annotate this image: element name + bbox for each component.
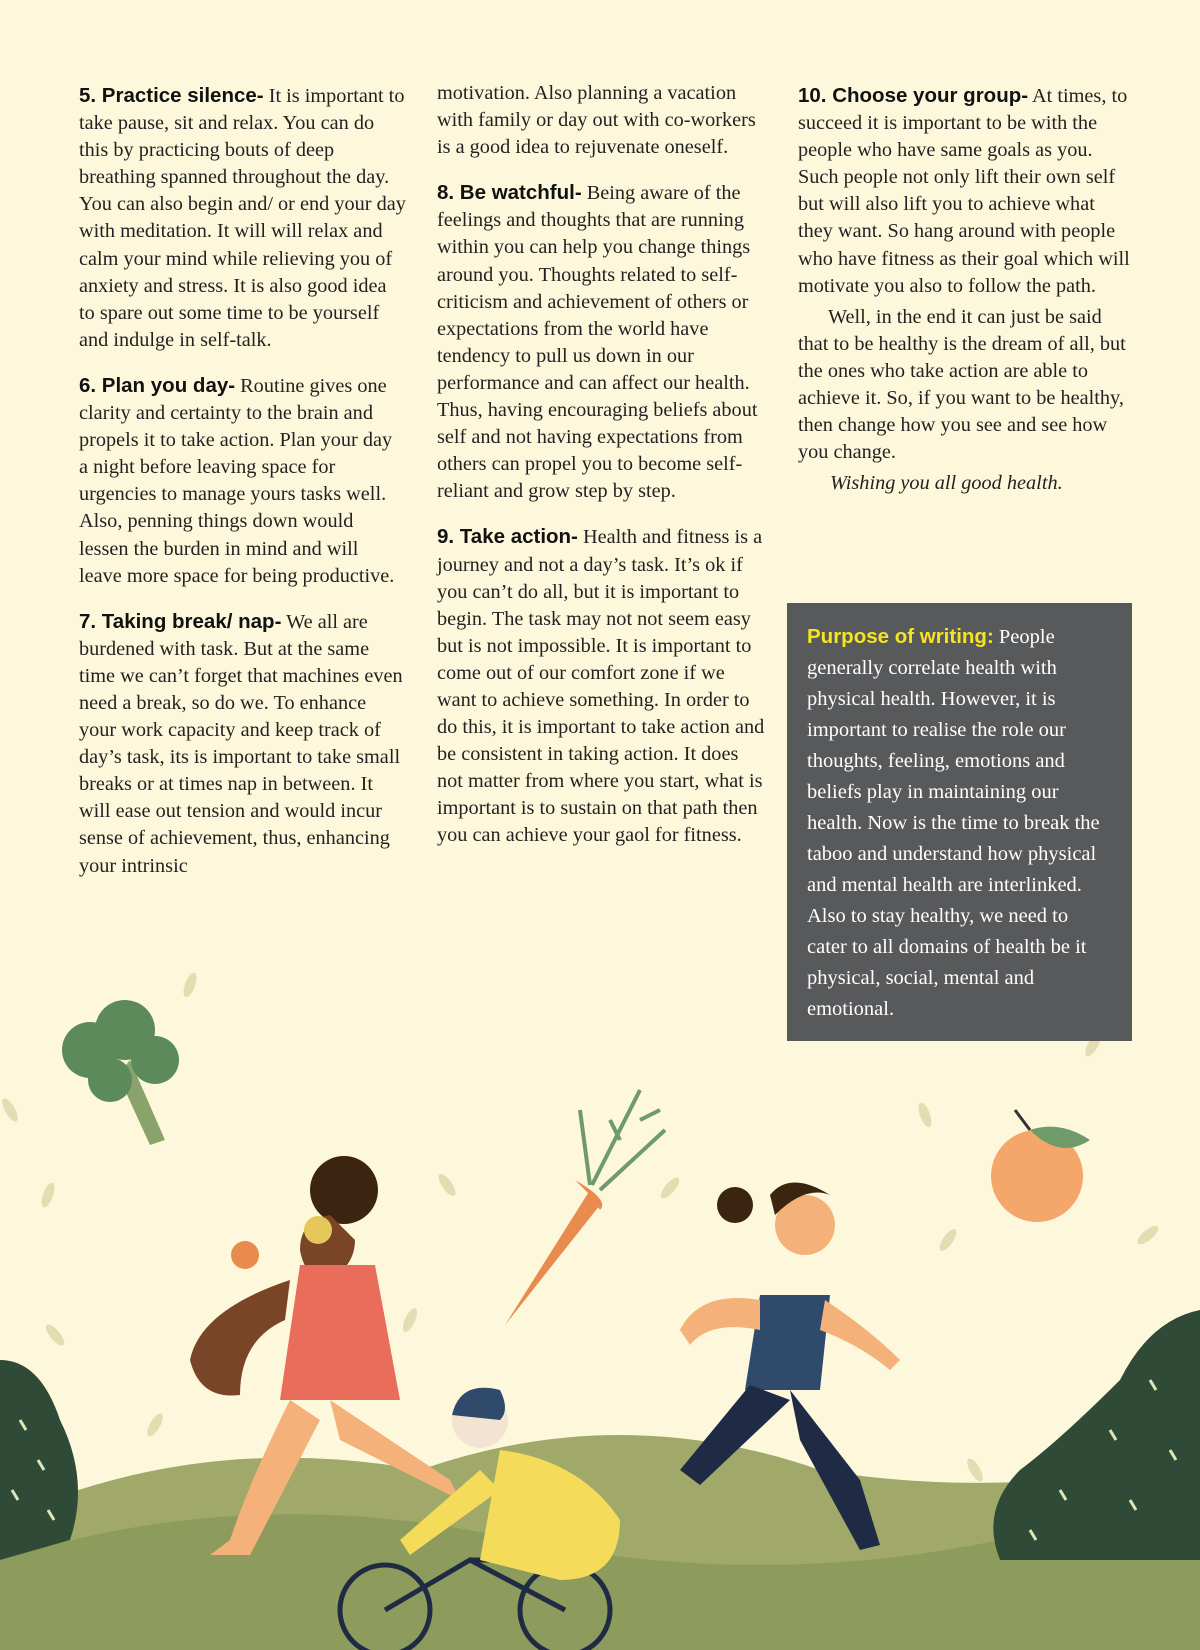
orange-icon <box>991 1110 1090 1222</box>
section-practice-silence <box>79 82 406 354</box>
purpose-text: People generally correlate health with physical health. However, it is important to realise the role our thoughts, feeling, emotions and beliefs play in maintaining our health. Now is the time to break the taboo and understand how physical and mental health are interlinked. Also to stay healthy, we need to cater to all domains of health be it physical, social, mental and emotional. <box>807 626 1100 1020</box>
section-take-action <box>437 523 767 849</box>
section-heading: 7. Taking break/ nap- <box>79 609 282 633</box>
section-body: Being aware of the feelings and thoughts that are running within you can help you change things around you. Thoughts related to self- criticism and achievement of others or expectations from the world have tendency to pull us down in our performance and can affect our health. Thus, having encouraging beliefs about self and not having expectations from others can propel you to become self- reliant and grow step by step. <box>437 182 758 503</box>
broccoli-icon <box>62 1000 179 1145</box>
purpose-of-writing-box <box>787 603 1132 1041</box>
section-heading: 6. Plan you day- <box>79 373 236 397</box>
continuation-paragraph: motivation. Also planning a vacation with family or day out with co-workers is a good idea to rejuvenate oneself. <box>437 82 756 159</box>
column-3 <box>798 82 1130 497</box>
section-body: Routine gives one clarity and certainty to the brain and propels it to take action. Plan your day a night before leaving space for urgencies to manage yours tasks well. Also, penning things down would lessen the burden in mind and will leave more space for being productive. <box>79 374 395 587</box>
section-heading: 5. Practice silence- <box>79 84 264 107</box>
section-plan-your-day <box>79 372 406 590</box>
carrot-icon <box>505 1090 665 1325</box>
section-heading: 10. Choose your group- <box>798 84 1029 107</box>
section-body: Health and fitness is a journey and not a day’s task. It’s ok if you can’t do all, but it is important to begin. The task may not not seem easy but is not impossible. It is important to come out of our comfort zone if we want to achieve something. In order to do this, it is important to take action and be consistent in taking action. It does not matter from where you start, what is important is to sustain on that path then you can achieve your gaol for fitness. <box>437 526 765 847</box>
bush-right <box>993 1310 1200 1560</box>
bush-left <box>0 1360 78 1560</box>
section-body: At times, to succeed it is important to be with the people who have same goals as you. Such people not only lift their own self but will also lift you to achieve what they want. So hang around with people who have fitness as their goal which will motivate you also to follow the path. <box>798 85 1130 297</box>
closing-wish: Wishing you all good health. <box>830 472 1063 495</box>
column-1 <box>79 82 406 898</box>
section-be-watchful <box>437 179 767 505</box>
column-2 <box>437 80 767 868</box>
section-choose-your-group <box>798 82 1130 300</box>
section-heading: 8. Be watchful- <box>437 181 582 205</box>
section-heading: 9. Take action- <box>437 525 578 549</box>
section-body: It is important to take pause, sit and relax. You can do this by practicing bouts of deep breathing spanned throughout the day. You can also begin and/ or end your day with meditation. It will will relax and calm your mind while relieving you of anxiety and stress. It is also good idea to spare out some time to be yourself and indulge in self-talk. <box>79 85 406 351</box>
section-body: We all are burdened with task. But at the same time we can’t forget that machines even need a break, so do we. To enhance your work capacity and keep track of day’s task, its is important to take small breaks or at times nap in between. It will ease out tension and would incur sense of achievement, thus, enhancing your intrinsic <box>79 610 403 877</box>
conclusion-paragraph: Well, in the end it can just be said that to be healthy is the dream of all, but the ones who take action are able to achieve it. So, if you want to be healthy, then change how you see and see how you change. <box>798 305 1126 464</box>
section-taking-break <box>79 608 406 880</box>
purpose-label: Purpose of writing: <box>807 625 994 648</box>
